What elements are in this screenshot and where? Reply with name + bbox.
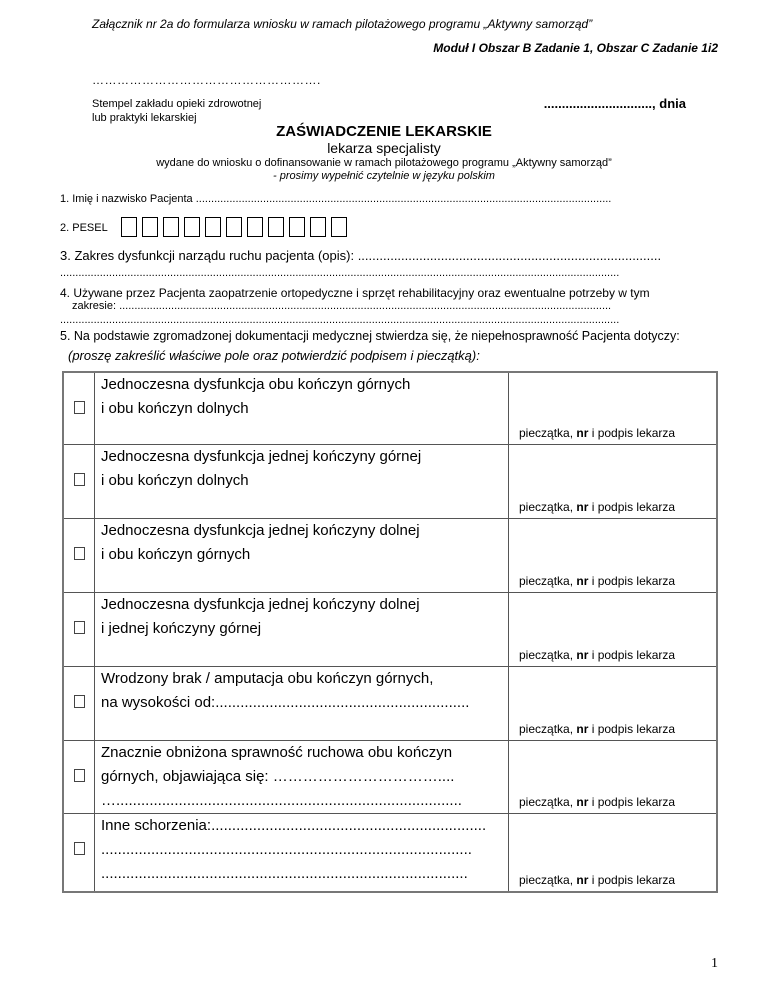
signature-cell[interactable] <box>509 592 718 666</box>
checkbox[interactable] <box>74 401 85 414</box>
signature-label: pieczątka, nr i podpis lekarza <box>519 425 676 440</box>
row-text-line2: i obu kończyn dolnych <box>101 400 249 417</box>
row-text-line2[interactable]: ......................................................................................... <box>101 840 472 858</box>
checkbox-cell[interactable] <box>63 372 95 444</box>
disability-statement: 5. Na podstawie zgromadzonej dokumentacji medycznej stwierdza się, że niepełnosprawność Pacjenta dotyczy: <box>60 329 680 343</box>
row-text-line2: i jednej kończyny górnej <box>101 619 262 637</box>
description-cell <box>95 444 509 518</box>
row-text-line2: górnych, objawiająca się: …………………………….... <box>101 767 455 785</box>
row-text-line1[interactable]: Inne schorzenia:.................................................................. <box>101 816 487 834</box>
document-subtitle: lekarza specjalisty <box>327 140 441 156</box>
table-row <box>63 740 717 813</box>
checkbox-cell[interactable] <box>63 444 95 518</box>
checkbox-cell[interactable] <box>63 518 95 592</box>
row-text-line3[interactable]: ........................................................................................ <box>101 864 468 882</box>
row-text-line1: Jednoczesna dysfunkcja jednej kończyny górnej <box>101 447 422 465</box>
pesel-digit-box[interactable] <box>289 217 305 237</box>
signature-cell[interactable] <box>509 740 718 813</box>
signature-label: pieczątka, nr i podpis lekarza <box>519 573 676 588</box>
row-text-line1: Jednoczesna dysfunkcja obu kończyn górnych <box>101 376 411 393</box>
equipment-field-continuation[interactable]: ....................................................................................................................................................................................... <box>60 314 620 326</box>
signature-label: pieczątka, nr i podpis lekarza <box>519 794 676 809</box>
dysfunction-scope-continuation[interactable]: ....................................................................................................................................................................................... <box>60 267 620 279</box>
table-row <box>63 592 717 666</box>
pesel-digit-box[interactable] <box>331 217 347 237</box>
table-row <box>63 666 717 740</box>
checkbox[interactable] <box>74 547 85 560</box>
dysfunction-scope-field[interactable]: 3. Zakres dysfunkcji narządu ruchu pacjenta (opis): .................................................................................... <box>60 248 662 263</box>
description-cell <box>95 666 509 740</box>
pesel-digit-box[interactable] <box>310 217 326 237</box>
checkbox[interactable] <box>74 473 85 486</box>
description-cell <box>95 813 509 892</box>
table-row <box>63 372 717 444</box>
disability-instruction: (proszę zakreślić właściwe pole oraz potwierdzić podpisem i pieczątką): <box>68 348 480 363</box>
description-cell <box>95 592 509 666</box>
pesel-label: 2. PESEL <box>60 222 108 234</box>
stamp-dots: ………………………………………………. <box>92 73 321 87</box>
signature-cell[interactable] <box>509 444 718 518</box>
row-text-line2: na wysokości od:............................................................. <box>101 693 470 711</box>
module-label: Moduł I Obszar B Zadanie 1, Obszar C Zadanie 1i2 <box>433 41 718 55</box>
checkbox[interactable] <box>74 769 85 782</box>
signature-label: pieczątka, nr i podpis lekarza <box>519 721 676 736</box>
table-row <box>63 444 717 518</box>
signature-cell[interactable] <box>509 518 718 592</box>
row-text-line3[interactable]: …................................................................................... <box>101 791 462 809</box>
disability-table <box>62 371 718 893</box>
pesel-digit-box[interactable] <box>142 217 158 237</box>
signature-label: pieczątka, nr i podpis lekarza <box>519 647 676 662</box>
description-cell <box>95 740 509 813</box>
description-cell <box>95 372 509 444</box>
annex-title: Załącznik nr 2a do formularza wniosku w ramach pilotażowego programu „Aktywny samorząd” <box>92 17 593 31</box>
checkbox-cell[interactable] <box>63 813 95 892</box>
stamp-label-2: lub praktyki lekarskiej <box>92 112 197 124</box>
checkbox-cell[interactable] <box>63 592 95 666</box>
description-cell <box>95 518 509 592</box>
document-note: - prosimy wypełnić czytelnie w języku polskim <box>273 170 495 182</box>
signature-cell[interactable] <box>509 813 718 892</box>
row-text-line1: Znacznie obniżona sprawność ruchowa obu kończyn <box>101 743 453 761</box>
stamp-label-1: Stempel zakładu opieki zdrowotnej <box>92 98 262 110</box>
checkbox[interactable] <box>74 842 85 855</box>
row-text-line2: i obu kończyn górnych <box>101 545 251 563</box>
equipment-field-line1: 4. Używane przez Pacjenta zaopatrzenie ortopedyczne i sprzęt rehabilitacyjny oraz ewentualne potrzeby w tym <box>60 286 650 300</box>
row-text-line2: i obu kończyn dolnych <box>101 471 249 489</box>
row-text-line1: Wrodzony brak / amputacja obu kończyn górnych, <box>101 669 434 687</box>
checkbox[interactable] <box>74 695 85 708</box>
pesel-digit-box[interactable] <box>163 217 179 237</box>
row-text-line1: Jednoczesna dysfunkcja jednej kończyny dolnej <box>101 521 420 539</box>
patient-name-field[interactable]: 1. Imię i nazwisko Pacjenta ........................................................................................................................................ <box>60 193 612 205</box>
pesel-digit-box[interactable] <box>121 217 137 237</box>
checkbox[interactable] <box>74 621 85 634</box>
checkbox-cell[interactable] <box>63 666 95 740</box>
checkbox-cell[interactable] <box>63 740 95 813</box>
document-description: wydane do wniosku o dofinansowanie w ramach pilotażowego programu „Aktywny samorząd” <box>156 157 612 169</box>
signature-label: pieczątka, nr i podpis lekarza <box>519 499 676 514</box>
document-title: ZAŚWIADCZENIE LEKARSKIE <box>276 123 492 140</box>
pesel-digit-box[interactable] <box>247 217 263 237</box>
signature-label: pieczątka, nr i podpis lekarza <box>519 873 676 887</box>
equipment-field-line2[interactable]: zakresie: ................................................................................................................................................................. <box>72 300 612 312</box>
pesel-digit-box[interactable] <box>184 217 200 237</box>
table-row <box>63 518 717 592</box>
pesel-digit-box[interactable] <box>205 217 221 237</box>
signature-cell[interactable] <box>509 372 718 444</box>
date-field[interactable]: .............................., dnia <box>543 96 686 111</box>
row-text-line1: Jednoczesna dysfunkcja jednej kończyny dolnej <box>101 595 420 613</box>
table-row <box>63 813 717 892</box>
signature-cell[interactable] <box>509 666 718 740</box>
page-number: 1 <box>711 956 718 971</box>
pesel-digit-box[interactable] <box>226 217 242 237</box>
pesel-digit-box[interactable] <box>268 217 284 237</box>
